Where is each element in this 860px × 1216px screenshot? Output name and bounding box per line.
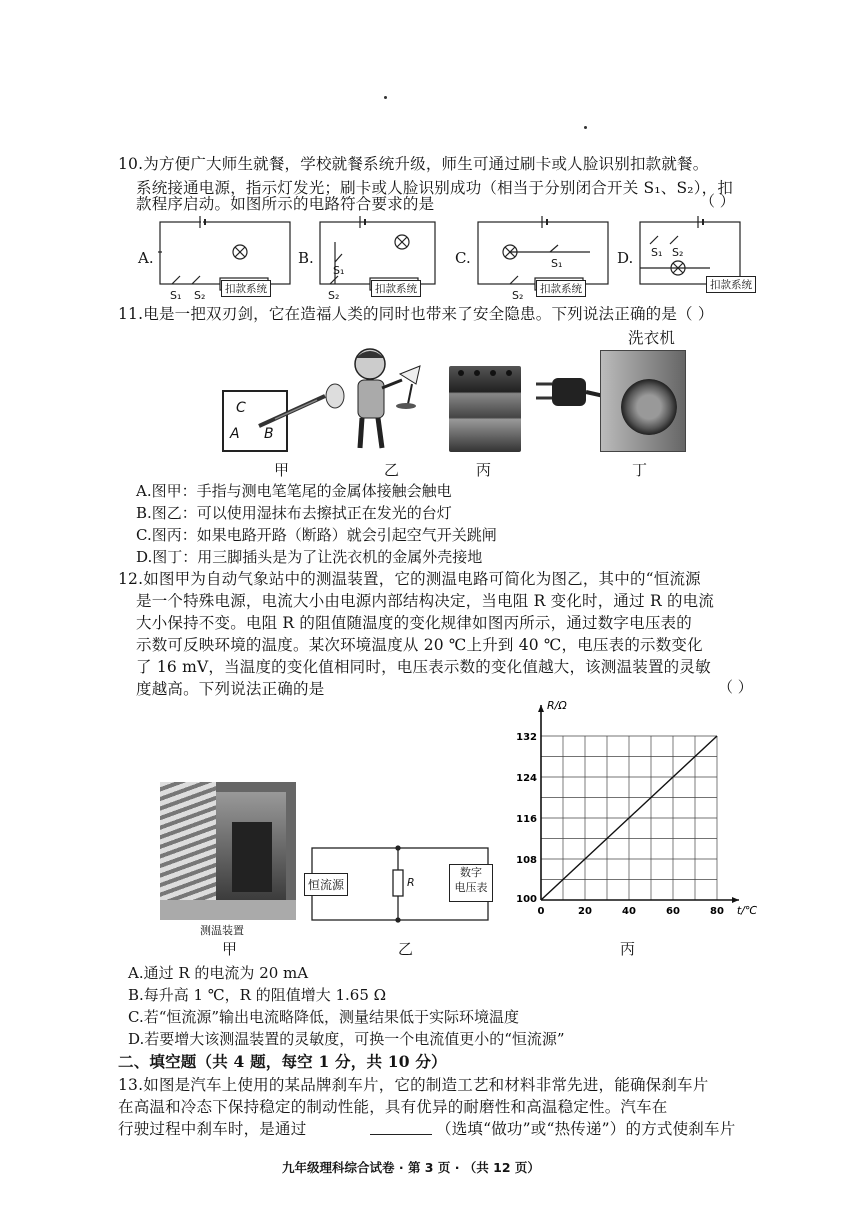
washing-machine-photo xyxy=(600,350,686,452)
socket-letter-a: A xyxy=(230,426,240,442)
q12-line3: 大小保持不变。电阻 R 的阻值随温度的变化规律如图丙所示，通过数字电压表的 xyxy=(136,614,692,632)
q10-a-device: 扣款系统 xyxy=(221,280,271,297)
x-axis-arrow xyxy=(732,897,739,903)
x-tick-label: 60 xyxy=(666,906,680,917)
y-tick-label: 108 xyxy=(516,855,537,866)
q10-option-d: D. xyxy=(617,249,634,267)
y-tick-label: 132 xyxy=(516,732,537,743)
q11-option-d: D.图丁：用三脚插头是为了让洗衣机的金属外壳接地 xyxy=(136,548,483,566)
q10-line2: 系统接通电源，指示灯发光；刷卡或人脸识别成功（相当于分别闭合开关 S₁、S₂），扣 xyxy=(136,179,734,197)
breaker-screw xyxy=(458,370,464,376)
q13-answer-blank[interactable] xyxy=(370,1134,432,1135)
q10-answer-paren: （ ） xyxy=(700,192,735,210)
weather-station-photo xyxy=(160,782,296,920)
q12-option-d: D.若要增大该测温装置的灵敏度，可换一个电流值更小的“恒流源” xyxy=(128,1030,565,1048)
q11-line1: 11.电是一把双刃剑，它在造福人类的同时也带来了安全隐患。下列说法正确的是（ ） xyxy=(118,305,714,323)
socket-letter-c: C xyxy=(236,400,246,416)
q10-option-c: C. xyxy=(455,249,471,267)
scan-speck xyxy=(584,126,587,129)
q12-option-b: B.每升高 1 ℃，R 的阻值增大 1.65 Ω xyxy=(128,986,387,1004)
digital-voltmeter xyxy=(449,864,493,902)
circuit-c xyxy=(478,216,608,290)
resistance-temperature-chart xyxy=(505,695,765,930)
q12-caption-jia: 甲 xyxy=(222,940,238,958)
x-axis-label: t/℃ xyxy=(736,904,758,917)
scan-speck xyxy=(384,96,387,99)
q11-caption-bing: 丙 xyxy=(476,461,492,479)
q11-caption-yi: 乙 xyxy=(384,461,400,479)
y-axis-label: R/Ω xyxy=(547,699,567,712)
q12-line4: 示数可反映环境的温度。某次环境温度从 20 ℃上升到 40 ℃，电压表的示数变化 xyxy=(136,636,703,654)
q10-d-s2: S₂ xyxy=(672,246,684,259)
q12-line5: 了 16 mV，当温度的变化值相同时，电压表示数的变化值越大，该测温装置的灵敏 xyxy=(136,658,711,676)
breaker-screw xyxy=(474,370,480,376)
section-title: 二、填空题（共 4 题，每空 1 分，共 10 分） xyxy=(118,1052,447,1071)
constant-current-source: 恒流源 xyxy=(304,873,348,896)
circuit-breaker-photo xyxy=(449,366,521,452)
circuit-b xyxy=(320,216,435,290)
q11-caption-jia: 甲 xyxy=(274,461,290,479)
q12-caption-bing: 丙 xyxy=(620,940,636,958)
y-tick-label: 116 xyxy=(516,814,537,825)
voltmeter-label-line1: 数字 xyxy=(460,866,482,879)
q12-line1: 12.如图甲为自动气象站中的测温装置，它的测温电路可简化为图乙，其中的“恒流源 xyxy=(118,570,701,588)
q10-b-device: 扣款系统 xyxy=(371,280,421,297)
q11-option-a: A.图甲：手指与测电笔笔尾的金属体接触会触电 xyxy=(136,482,452,500)
q10-c-device: 扣款系统 xyxy=(536,280,586,297)
q10-b-s2: S₂ xyxy=(328,289,340,302)
breaker-screw xyxy=(506,370,512,376)
q12-device-label: 测温装置 xyxy=(200,924,244,937)
q11-caption-ding: 丁 xyxy=(632,461,648,479)
q10-b-s1: S₁ xyxy=(333,264,345,277)
q10-option-a: A. xyxy=(138,249,154,267)
x-tick-label: 40 xyxy=(622,906,636,917)
q11-option-b: B.图乙：可以使用湿抹布去擦拭正在发光的台灯 xyxy=(136,504,452,522)
q10-a-s1: S₁ xyxy=(170,289,182,302)
breaker-screw xyxy=(490,370,496,376)
q10-c-s2: S₂ xyxy=(512,289,524,302)
q12-answer-paren: （ ） xyxy=(718,678,753,696)
q13-line3a: 行驶过程中刹车时，是通过 xyxy=(118,1120,307,1138)
resistor-label: R xyxy=(407,876,415,889)
q10-line3: 款程序启动。如图所示的电路符合要求的是 xyxy=(136,195,435,213)
socket-letter-b: B xyxy=(264,426,274,442)
circuit-a xyxy=(158,216,290,290)
q10-c-s1: S₁ xyxy=(551,257,563,270)
q10-line1: 10.为方便广大师生就餐，学校就餐系统升级，师生可通过刷卡或人脸识别扣款就餐。 xyxy=(118,155,709,173)
voltmeter-label-line2: 电压表 xyxy=(454,881,488,894)
q12-line2: 是一个特殊电源，电流大小由电源内部结构决定，当电阻 R 变化时，通过 R 的电流 xyxy=(136,592,715,610)
q10-a-s2: S₂ xyxy=(194,289,206,302)
three-pin-plug-icon xyxy=(534,372,604,412)
y-axis-arrow xyxy=(538,705,544,712)
y-tick-label: 124 xyxy=(516,773,537,784)
q10-d-device: 扣款系统 xyxy=(706,276,756,293)
x-tick-label: 20 xyxy=(578,906,592,917)
page-footer: 九年级理科综合试卷 · 第 3 页 · （共 12 页） xyxy=(282,1160,540,1175)
q13-line2: 在高温和冷态下保持稳定的制动性能，具有优异的耐磨性和高温稳定性。汽车在 xyxy=(118,1098,668,1116)
q13-line1: 13.如图是汽车上使用的某品牌刹车片，它的制造工艺和材料非常先进，能确保刹车片 xyxy=(118,1076,709,1094)
q12-caption-yi: 乙 xyxy=(398,940,414,958)
q11-washer-label: 洗衣机 xyxy=(628,329,676,347)
boy-wiping-lamp-illustration xyxy=(342,344,432,456)
q13-line3b: （选填“做功”或“热传递”）的方式使刹车片 xyxy=(436,1120,736,1138)
x-tick-label: 0 xyxy=(537,906,545,917)
q12-line6: 度越高。下列说法正确的是 xyxy=(136,680,325,698)
x-tick-label: 80 xyxy=(710,906,724,917)
q10-d-s1: S₁ xyxy=(651,246,663,259)
q12-option-c: C.若“恒流源”输出电流略降低，测量结果低于实际环境温度 xyxy=(128,1008,520,1026)
q11-option-c: C.图丙：如果电路开路（断路）就会引起空气开关跳闸 xyxy=(136,526,497,544)
y-tick-label: 100 xyxy=(516,894,537,905)
q12-option-a: A.通过 R 的电流为 20 mA xyxy=(128,964,309,982)
q10-option-b: B. xyxy=(298,249,314,267)
test-pen-icon xyxy=(255,382,350,432)
